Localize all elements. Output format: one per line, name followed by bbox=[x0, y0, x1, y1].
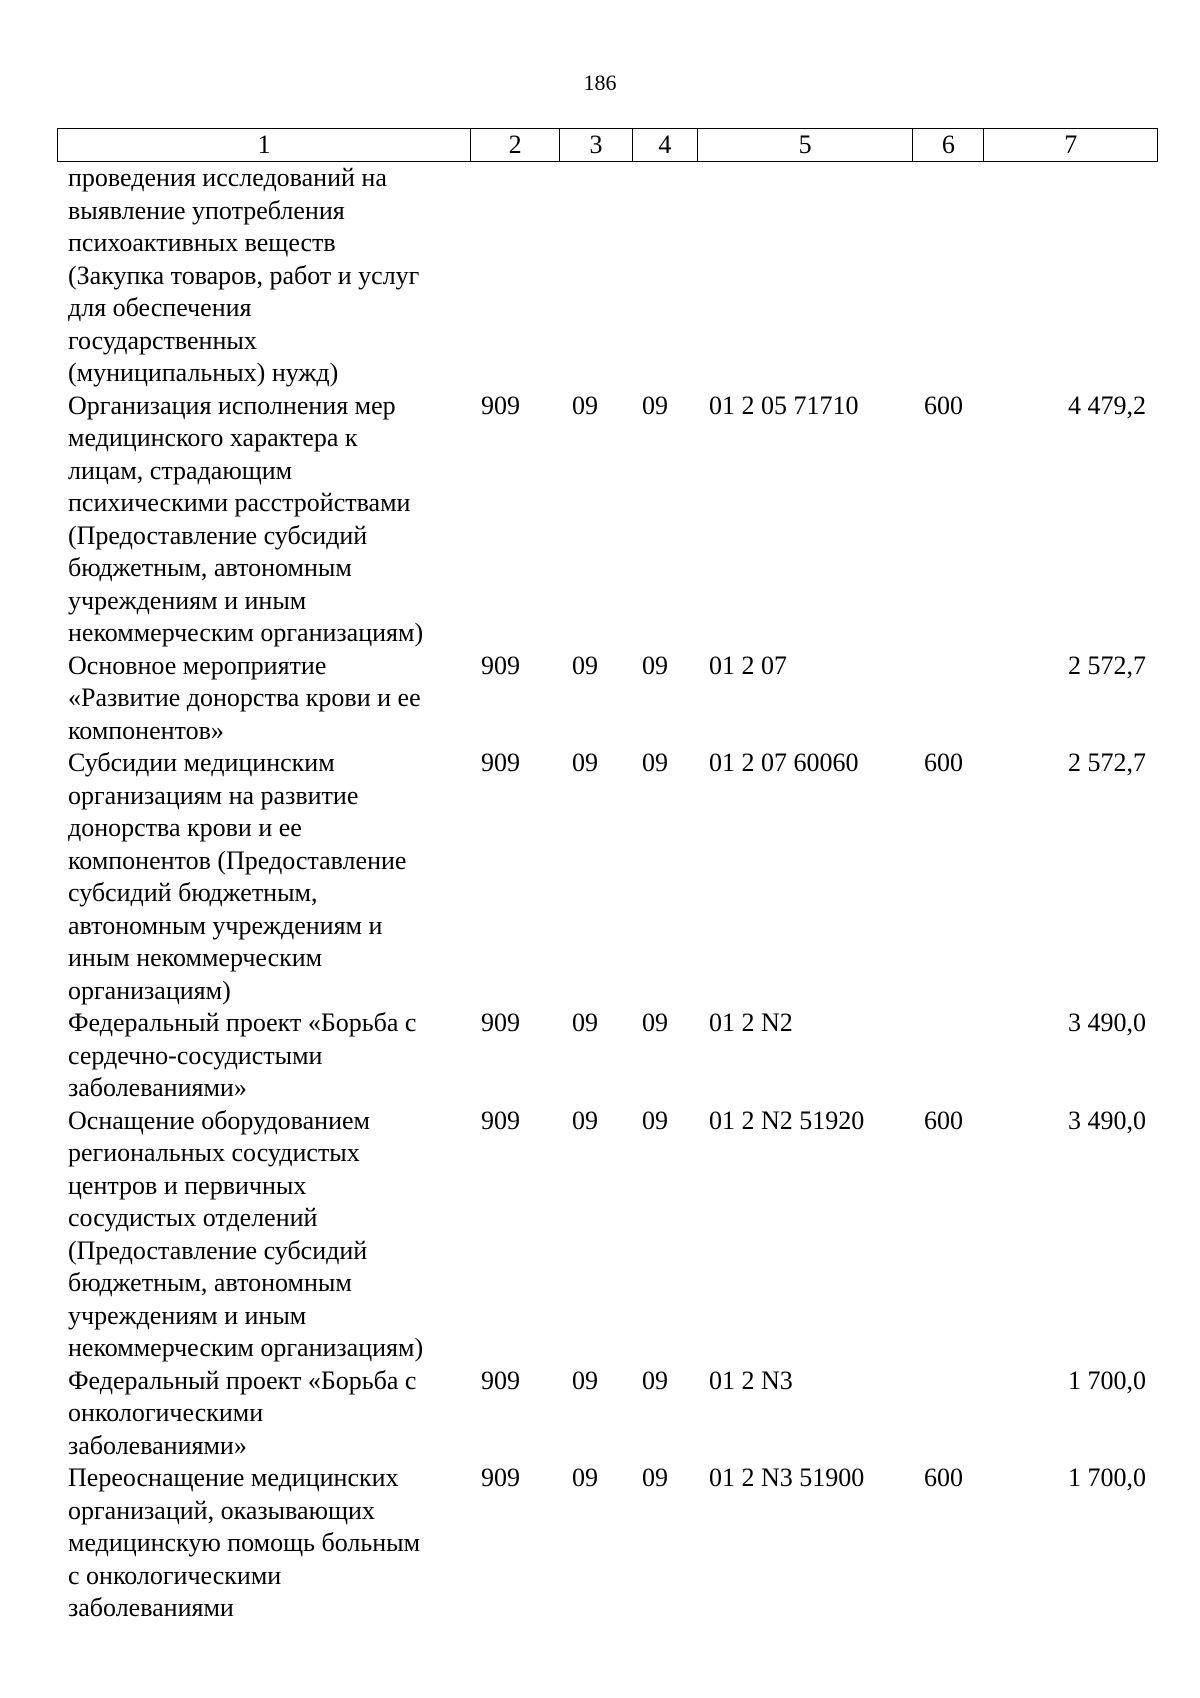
row-subsection-cell: 09 bbox=[642, 1008, 668, 1037]
row-name-cell: Основное мероприятие «Развитие донорства крови и ее компонентов» bbox=[68, 650, 421, 745]
row-name-cell: Федеральный проект «Борьба с сердечно-сосудистыми заболеваниями» bbox=[68, 1008, 417, 1102]
row-code-cell: 909 bbox=[481, 748, 520, 777]
row-subsection-cell: 09 bbox=[642, 390, 668, 420]
row-amount-cell bbox=[985, 162, 1158, 390]
table-row bbox=[57, 1462, 1158, 1625]
table-body bbox=[57, 162, 1158, 1625]
row-section-cell: 09 bbox=[572, 1105, 598, 1135]
row-code-cell: 909 bbox=[481, 1008, 520, 1037]
header-cell-7: 7 bbox=[1064, 130, 1078, 159]
row-amount-cell: 1 700,0 bbox=[1068, 1463, 1146, 1492]
row-amount-cell: 3 490,0 bbox=[1068, 1008, 1146, 1037]
header-cell-3: 3 bbox=[560, 129, 633, 161]
row-name-cell: Организация исполнения мер медицинского характера к лицам, страдающим психическими расстройствами (Предоставление субсидий бюджетным, автономным учреждениям и иным некоммерческим организациям) bbox=[68, 390, 424, 647]
row-target-cell: 01 2 07 60060 bbox=[709, 748, 859, 777]
table-row bbox=[57, 747, 1158, 1007]
row-type-cell: 600 bbox=[924, 748, 963, 777]
row-code-cell: 909 bbox=[481, 1365, 520, 1395]
row-section-cell: 09 bbox=[572, 1463, 598, 1492]
header-cell-6: 6 bbox=[913, 129, 984, 161]
row-amount-cell: 3 490,0 bbox=[1068, 1105, 1146, 1135]
header-cell-4: 4 bbox=[633, 129, 698, 161]
row-type-cell: 600 bbox=[924, 1463, 963, 1492]
header-cell-2: 2 bbox=[471, 129, 560, 161]
row-code-cell: 909 bbox=[481, 390, 520, 420]
table-row bbox=[57, 1105, 1158, 1365]
row-section-cell: 09 bbox=[572, 390, 598, 420]
row-section-cell bbox=[560, 162, 633, 390]
row-subsection-cell: 09 bbox=[642, 1365, 668, 1395]
row-target-cell bbox=[698, 162, 914, 390]
row-name-cell: Оснащение оборудованием региональных сосудистых центров и первичных сосудистых отделений (Предоставление субсидий бюджетным, автономным учреждениям и иным некоммерческим организациям) bbox=[68, 1105, 424, 1362]
row-type-cell: 600 bbox=[924, 1105, 963, 1135]
row-code-cell: 909 bbox=[481, 650, 520, 680]
row-target-cell: 01 2 N3 bbox=[709, 1365, 793, 1395]
row-subsection-cell: 09 bbox=[642, 1463, 668, 1492]
row-section-cell: 09 bbox=[572, 1365, 598, 1395]
row-target-cell: 01 2 05 71710 bbox=[709, 390, 859, 420]
row-amount-cell: 2 572,7 bbox=[1068, 748, 1146, 777]
table-row bbox=[57, 1365, 1158, 1463]
row-subsection-cell: 09 bbox=[642, 650, 668, 680]
row-amount-cell: 1 700,0 bbox=[1068, 1365, 1146, 1395]
row-subsection-cell bbox=[633, 162, 698, 390]
row-type-cell bbox=[914, 650, 985, 748]
table-row bbox=[57, 650, 1158, 748]
row-subsection-cell: 09 bbox=[642, 748, 668, 777]
row-amount-cell: 4 479,2 bbox=[1068, 390, 1146, 420]
row-code-cell bbox=[471, 162, 560, 390]
row-name-cell: Субсидии медицинским организациям на развитие донорства крови и ее компонентов (Предоставление субсидий бюджетным, автономным учреждениям и иным некоммерческим организациям) bbox=[68, 748, 407, 1005]
row-target-cell: 01 2 N2 bbox=[709, 1008, 793, 1037]
row-amount-cell: 2 572,7 bbox=[1068, 650, 1146, 680]
table-header-row bbox=[57, 128, 1158, 162]
row-code-cell: 909 bbox=[481, 1105, 520, 1135]
header-cell-1: 1 bbox=[58, 129, 471, 161]
row-type-cell: 600 bbox=[924, 390, 963, 420]
table-row bbox=[57, 1007, 1158, 1105]
row-name-cell: Переоснащение медицинских организаций, оказывающих медицинскую помощь больным с онкологическими заболеваниями bbox=[68, 1463, 421, 1622]
row-target-cell: 01 2 07 bbox=[709, 650, 787, 680]
table-row bbox=[57, 390, 1158, 650]
row-code-cell: 909 bbox=[481, 1463, 520, 1492]
table-row bbox=[57, 162, 1158, 390]
page-number: 186 bbox=[583, 70, 617, 95]
header-cell-5: 5 bbox=[698, 129, 914, 161]
row-type-cell bbox=[914, 1007, 985, 1105]
row-target-cell: 01 2 N3 51900 bbox=[709, 1463, 865, 1492]
row-type-cell bbox=[914, 1365, 985, 1463]
row-section-cell: 09 bbox=[572, 748, 598, 777]
row-target-cell: 01 2 N2 51920 bbox=[709, 1105, 865, 1135]
row-section-cell: 09 bbox=[572, 1008, 598, 1037]
row-name-cell: проведения исследований на выявление употребления психоактивных веществ (Закупка товаров, работ и услуг для обеспечения государственных (муниципальных) нужд) bbox=[68, 163, 420, 387]
row-section-cell: 09 bbox=[572, 650, 598, 680]
row-type-cell bbox=[914, 162, 985, 390]
row-name-cell: Федеральный проект «Борьба с онкологическими заболеваниями» bbox=[68, 1365, 417, 1460]
row-subsection-cell: 09 bbox=[642, 1105, 668, 1135]
